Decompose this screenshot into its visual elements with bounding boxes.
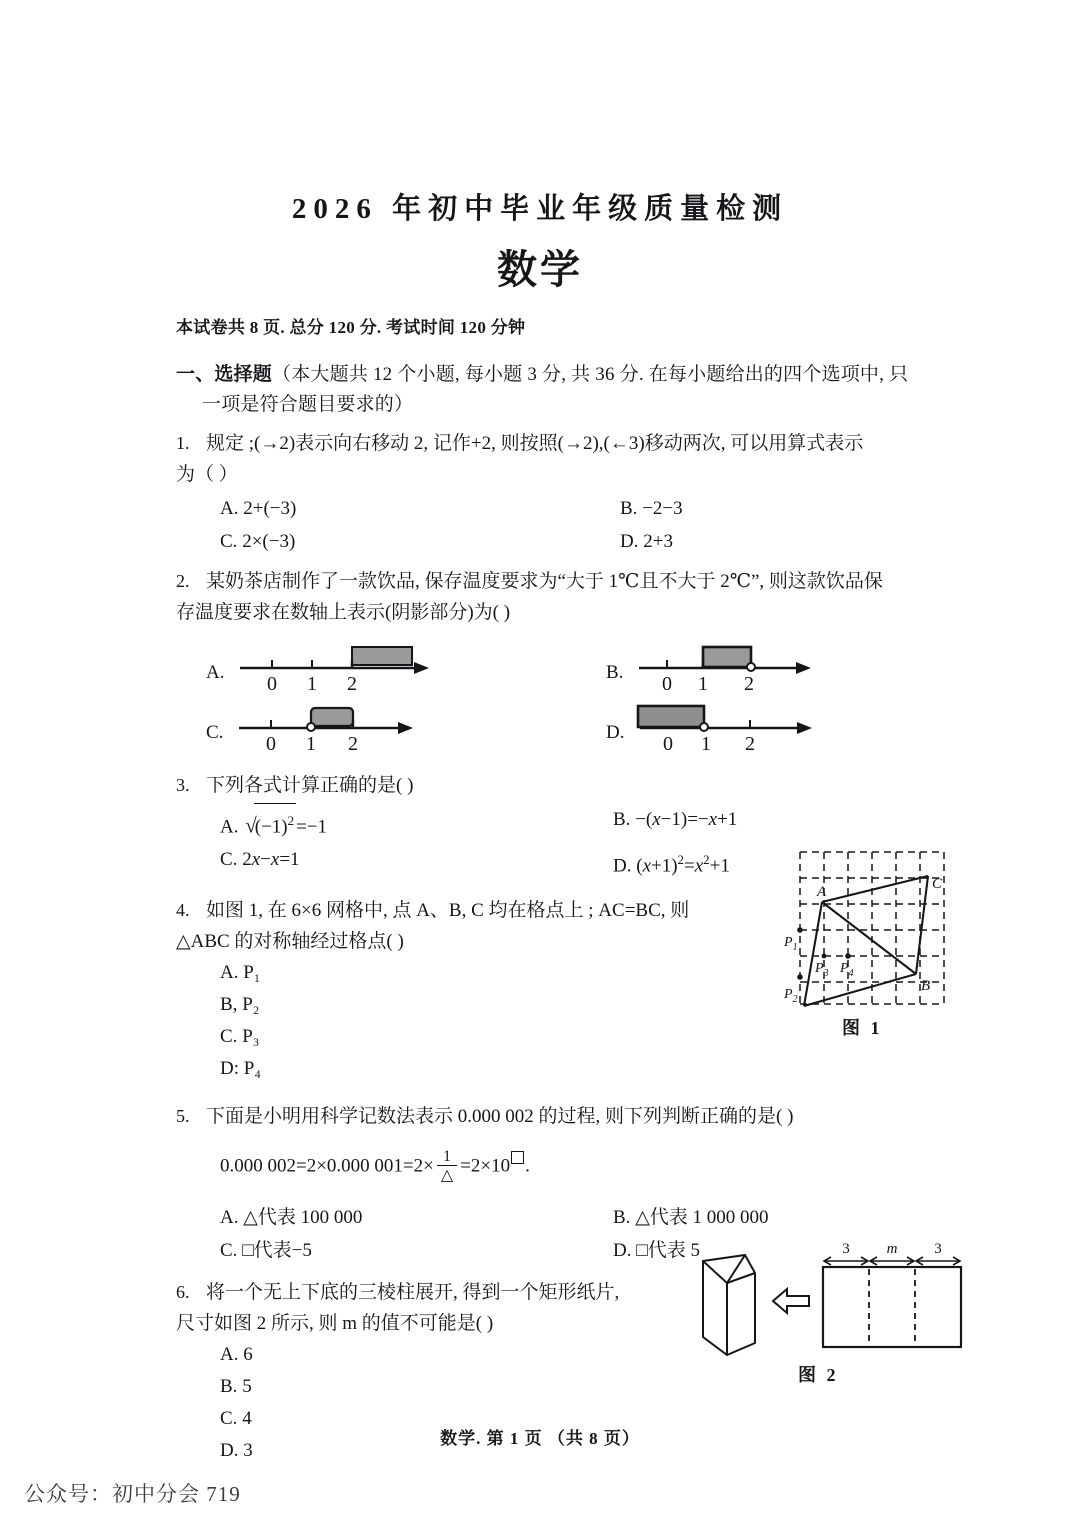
svg-text:1: 1 xyxy=(701,733,712,755)
question-3 xyxy=(176,770,1006,801)
option-key: B. xyxy=(613,1206,631,1228)
question-2-stem-line2: 存温度要求在数轴上表示(阴影部分)为( ) xyxy=(176,602,511,623)
numberline-c-figure xyxy=(231,698,446,756)
question-3-option-b[interactable]: B. −(x−1)=−x+1 xyxy=(613,809,738,830)
option-key: A. xyxy=(220,961,239,983)
point-label-p3: $P_3$ xyxy=(815,961,829,979)
option-key: A. xyxy=(220,1206,239,1228)
question-3-option-c[interactable]: C. 2x−x=1 xyxy=(220,849,300,871)
option-text: P₁ xyxy=(243,961,261,983)
option-key: B. xyxy=(606,662,624,683)
question-5 xyxy=(176,1101,1006,1132)
svg-text:2: 2 xyxy=(745,733,756,755)
option-key: D. xyxy=(606,722,625,743)
subject-title: 数学 xyxy=(497,247,583,292)
figure-1-grid-diagram xyxy=(782,846,952,1014)
option-text: P₂ xyxy=(242,993,260,1015)
option-key: B. xyxy=(620,498,638,519)
option-key: A. xyxy=(220,1343,239,1365)
figure-1-caption: 图 1 xyxy=(842,1018,883,1038)
question-3-stem: 下列各式计算正确的是( ) xyxy=(206,775,414,796)
numberline-row-1 xyxy=(206,636,1006,696)
option-key: C. xyxy=(220,1407,238,1429)
point-label-p4: $P_4$ xyxy=(840,961,854,979)
option-key: D. xyxy=(613,1239,632,1261)
svg-text:0: 0 xyxy=(662,673,673,695)
question-1-stem-line1: 规定 ;(→2)表示向右移动 2, 记作+2, 则按照(→2),(←3)移动两次, 可以用算式表示 xyxy=(206,433,864,454)
svg-text:0: 0 xyxy=(267,673,278,695)
figure-2 xyxy=(683,1243,973,1385)
question-4-option-c[interactable] xyxy=(220,1021,1006,1053)
question-1-option-c[interactable] xyxy=(206,525,606,558)
vertex-label-b: B xyxy=(921,978,931,994)
point-label-p2: $P_2$ xyxy=(784,987,798,1005)
section-instruction-line1: （本大题共 12 个小题, 每小题 3 分, 共 36 分. 在每小题给出的四个选项中, 只 xyxy=(272,364,909,385)
question-6-stem-line1: 将一个无上下底的三棱柱展开, 得到一个矩形纸片, xyxy=(206,1281,620,1303)
numberline-a-figure xyxy=(232,638,447,696)
option-key: C. xyxy=(220,1239,238,1261)
page-footer: 数学. 第 1 页 （共 8 页） xyxy=(440,1429,640,1448)
option-text: 2+3 xyxy=(643,531,673,552)
unfold-arrow-icon xyxy=(773,1289,809,1313)
option-key: D: xyxy=(220,1057,239,1079)
option-key: B. xyxy=(613,809,631,830)
question-3-option-d[interactable]: D. $(x+1)^2=x^2+1$ xyxy=(613,852,730,877)
unfolded-rectangle xyxy=(823,1243,961,1347)
option-text: 6 xyxy=(243,1343,253,1365)
option-key: C. xyxy=(220,531,238,552)
question-2-stem-line1: 某奶茶店制作了一款饮品, 保存温度要求为“大于 1℃且不大于 2℃”, 则这款饮品保 xyxy=(206,571,883,592)
option-key: C. xyxy=(206,722,224,743)
fraction-one-over-triangle: $\frac{1}{\triangle}$ xyxy=(437,1148,457,1184)
option-text: □代表 5 xyxy=(636,1239,700,1261)
option-key: A. xyxy=(220,498,239,519)
vertex-label-a: A xyxy=(817,884,827,900)
question-4-option-d[interactable] xyxy=(220,1053,1006,1085)
figure-2-prism-diagram xyxy=(683,1243,973,1363)
option-text: □代表−5 xyxy=(242,1239,312,1261)
option-key: C. xyxy=(220,1025,238,1047)
watermark-text: 公众号：初中分会 719 xyxy=(24,1482,241,1506)
exam-title: 2026 年初中毕业年级质量检测 xyxy=(291,193,789,225)
question-5-option-c[interactable] xyxy=(220,1234,613,1267)
option-key: D. xyxy=(620,531,639,552)
section-label: 一、选择题 xyxy=(176,364,273,385)
svg-text:1: 1 xyxy=(698,673,709,695)
exam-meta: 本试卷共 8 页. 总分 120 分. 考试时间 120 分钟 xyxy=(176,318,526,337)
option-text: 2+(−3) xyxy=(243,498,297,519)
svg-text:0: 0 xyxy=(266,733,277,755)
option-text: 5 xyxy=(242,1375,252,1397)
question-2-option-a[interactable] xyxy=(206,636,606,696)
question-1-option-b[interactable] xyxy=(606,492,1006,525)
option-text: △代表 100 000 xyxy=(243,1206,363,1228)
dimension-label-middle: m xyxy=(886,1243,898,1257)
option-key: C. xyxy=(220,849,238,871)
option-text: △代表 1 000 000 xyxy=(635,1206,769,1228)
question-5-formula: 0.000 002=2×0.000 001=2× $\frac{1}{\triangle}$ =2×10 . xyxy=(220,1147,530,1184)
svg-text:0: 0 xyxy=(663,733,674,755)
question-5-option-a[interactable] xyxy=(220,1201,613,1234)
point-label-p1: $P_1$ xyxy=(784,935,798,953)
question-4-stem-line1: 如图 1, 在 6×6 网格中, 点 A、B, C 均在格点上 ; AC=BC, 则 xyxy=(206,899,690,921)
svg-text:1: 1 xyxy=(307,673,318,695)
question-2-option-c[interactable] xyxy=(206,696,606,756)
vertex-label-c: C xyxy=(932,876,943,892)
question-1-option-a[interactable] xyxy=(206,492,606,525)
option-text: −2−3 xyxy=(642,498,683,519)
section-heading xyxy=(176,360,1006,420)
box-placeholder-icon xyxy=(511,1151,524,1164)
figure-1 xyxy=(782,846,952,1038)
prism-solid xyxy=(703,1255,755,1355)
option-key: B, xyxy=(220,993,238,1015)
svg-text:1: 1 xyxy=(306,733,317,755)
option-key: D. xyxy=(613,855,632,877)
numberline-d-figure xyxy=(632,698,847,756)
question-5-option-row-1 xyxy=(220,1201,1006,1234)
question-1-stem xyxy=(176,433,1006,490)
question-5-stem: 下面是小明用科学记数法表示 0.000 002 的过程, 则下列判断正确的是( ) xyxy=(206,1105,794,1127)
question-4-stem-line2: △ABC 的对称轴经过格点( ) xyxy=(176,930,404,952)
question-4-number: 4. xyxy=(176,899,190,920)
question-2-option-b[interactable] xyxy=(606,636,1006,696)
svg-text:2: 2 xyxy=(347,673,358,695)
question-2-stem xyxy=(176,571,1006,628)
figure-2-caption: 图 2 xyxy=(798,1365,839,1385)
sqrt-icon: $√(-1)^2$ xyxy=(243,803,296,843)
question-2-option-d[interactable] xyxy=(606,696,1006,756)
question-1-option-row-2 xyxy=(206,525,1006,558)
svg-text:2: 2 xyxy=(348,733,359,755)
option-key: B. xyxy=(220,1375,238,1397)
option-key: D. xyxy=(220,1439,239,1461)
question-1-option-row-1 xyxy=(206,492,1006,525)
question-1 xyxy=(176,428,1006,490)
section-instruction-line2: 一项是符合题目要求的） xyxy=(202,394,414,415)
option-text: P₃ xyxy=(242,1025,260,1047)
question-6-number: 6. xyxy=(176,1281,190,1302)
question-3-number: 3. xyxy=(176,775,190,795)
numberline-row-2 xyxy=(206,696,1006,756)
question-5-option-b[interactable] xyxy=(613,1201,1006,1234)
dimension-label-left: 3 xyxy=(842,1243,850,1257)
option-text: 3 xyxy=(243,1439,253,1461)
option-text: P₄ xyxy=(243,1057,261,1079)
dimension-arrows xyxy=(824,1257,960,1265)
option-key: A. xyxy=(206,662,225,683)
question-6-option-b[interactable] xyxy=(220,1371,1006,1403)
question-1-number: 1. xyxy=(176,433,190,453)
question-1-stem-line2: 为（ ） xyxy=(176,464,238,485)
question-1-options xyxy=(176,492,1006,558)
question-6-stem-line2: 尺寸如图 2 所示, 则 m 的值不可能是( ) xyxy=(176,1312,494,1334)
question-2 xyxy=(176,566,1006,628)
option-text: 2×(−3) xyxy=(242,531,296,552)
question-2-numberline-options xyxy=(176,636,1006,756)
question-2-number: 2. xyxy=(176,571,190,591)
dimension-label-right: 3 xyxy=(934,1243,942,1257)
question-1-option-d[interactable] xyxy=(606,525,1006,558)
option-key: A. xyxy=(220,816,239,838)
question-5-number: 5. xyxy=(176,1105,190,1126)
numberline-b-figure xyxy=(631,638,846,696)
question-3-option-row-1 xyxy=(220,803,1006,843)
question-3-option-a[interactable]: A. $√(-1)^2 =-1$ xyxy=(220,803,613,843)
svg-text:2: 2 xyxy=(744,673,755,695)
option-text: 4 xyxy=(242,1407,252,1429)
